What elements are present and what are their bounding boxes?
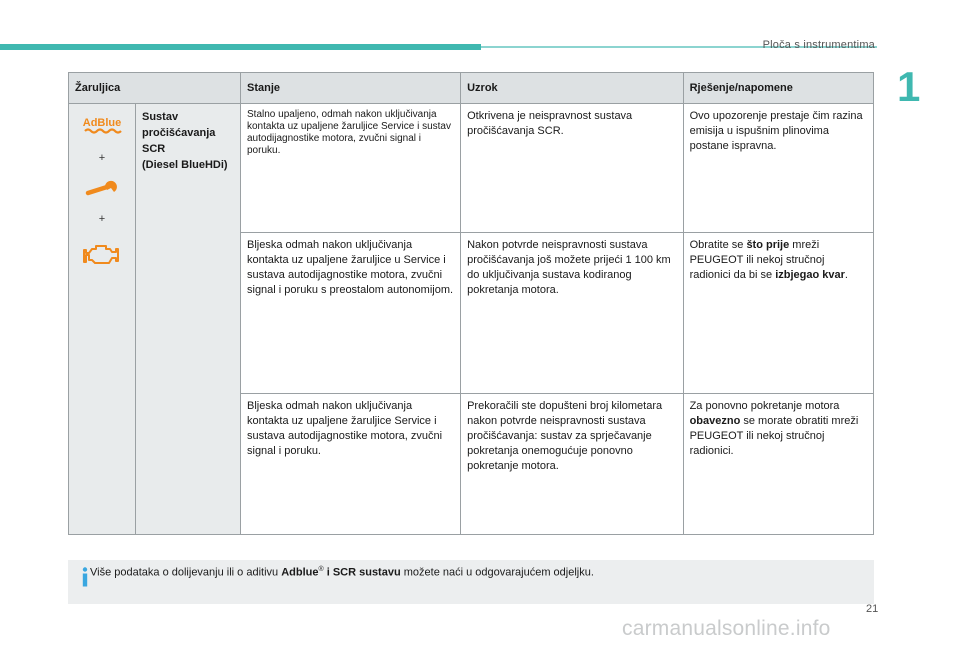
state-cell: Stalno upaljeno, odmah nakon uključivanja kontakta uz upaljene žaruljice Service i sustav autodijagnostike motora, zvučni signal i poruku. [241, 104, 461, 233]
adblue-warning-icon [81, 115, 123, 137]
page-number: 21 [866, 603, 879, 615]
warning-lamp-table [68, 72, 874, 535]
solution-cell: Za ponovno pokretanje motora obavezno se morate obratiti mreži PEUGEOT ili nekoj stručnoj radionici. [683, 394, 873, 535]
wrench-icon [85, 180, 119, 198]
cause-cell: Otkrivena je neispravnost sustava pročišćavanja SCR. [461, 104, 683, 233]
system-line: SCR [142, 143, 166, 155]
system-line: Sustav [142, 111, 179, 123]
header-state: Stanje [241, 73, 461, 104]
state-cell: Bljeska odmah nakon uključivanja kontakta uz upaljene žaruljice u Service i sustava autodijagnostike motora, zvučni signal i poruku s preostalom autonomijom. [241, 233, 461, 394]
system-line: pročišćavanja [142, 127, 216, 139]
header-solution: Rješenje/napomene [683, 73, 873, 104]
info-note-text: Više podataka o dolijevanju ili o aditivu Adblue® i SCR sustavu možete naći u odgovarajućem odjeljku. [90, 566, 594, 579]
cause-cell: Nakon potvrde neispravnosti sustava pročišćavanja još možete prijeći 1 100 km do uključivanja sustava kodiranog pokretanja motora. [461, 233, 683, 394]
header-accent-bar [0, 44, 481, 50]
svg-text:AdBlue: AdBlue [82, 117, 122, 129]
lamp-icons-cell [69, 104, 136, 535]
table-row [69, 104, 874, 233]
solution-cell: Ovo upozorenje prestaje čim razina emisija u ispušnim plinovima postane ispravna. [683, 104, 873, 233]
solution-cell: Obratite se što prije mreži PEUGEOT ili nekoj stručnoj radionici da bi se izbjegao kvar. [683, 233, 873, 394]
chapter-number: 1 [897, 63, 921, 110]
plus-sign: + [98, 152, 106, 164]
engine-check-icon [83, 241, 121, 267]
cause-cell: Prekoračili ste dopušteni broj kilometara nakon potvrde neispravnosti sustava pročišćavanja: sustav za sprječavanje pokretanja onemogućuje ponovno pokretanje motora. [461, 394, 683, 535]
system-name-cell [136, 104, 241, 535]
header-lamp: Žaruljica [69, 73, 241, 104]
section-title: Ploča s instrumentima [762, 39, 875, 51]
state-cell: Bljeska odmah nakon uključivanja kontakta uz upaljene žaruljice Service i sustava autodijagnostike motora, zvučni signal i poruku. [241, 394, 461, 535]
header-cause: Uzrok [461, 73, 683, 104]
info-note-box [68, 560, 874, 604]
plus-sign: + [98, 213, 106, 225]
table-header-row [69, 73, 874, 104]
info-icon [82, 567, 88, 587]
system-line: (Diesel BlueHDi) [142, 159, 228, 171]
watermark: carmanualsonline.info [622, 617, 831, 640]
